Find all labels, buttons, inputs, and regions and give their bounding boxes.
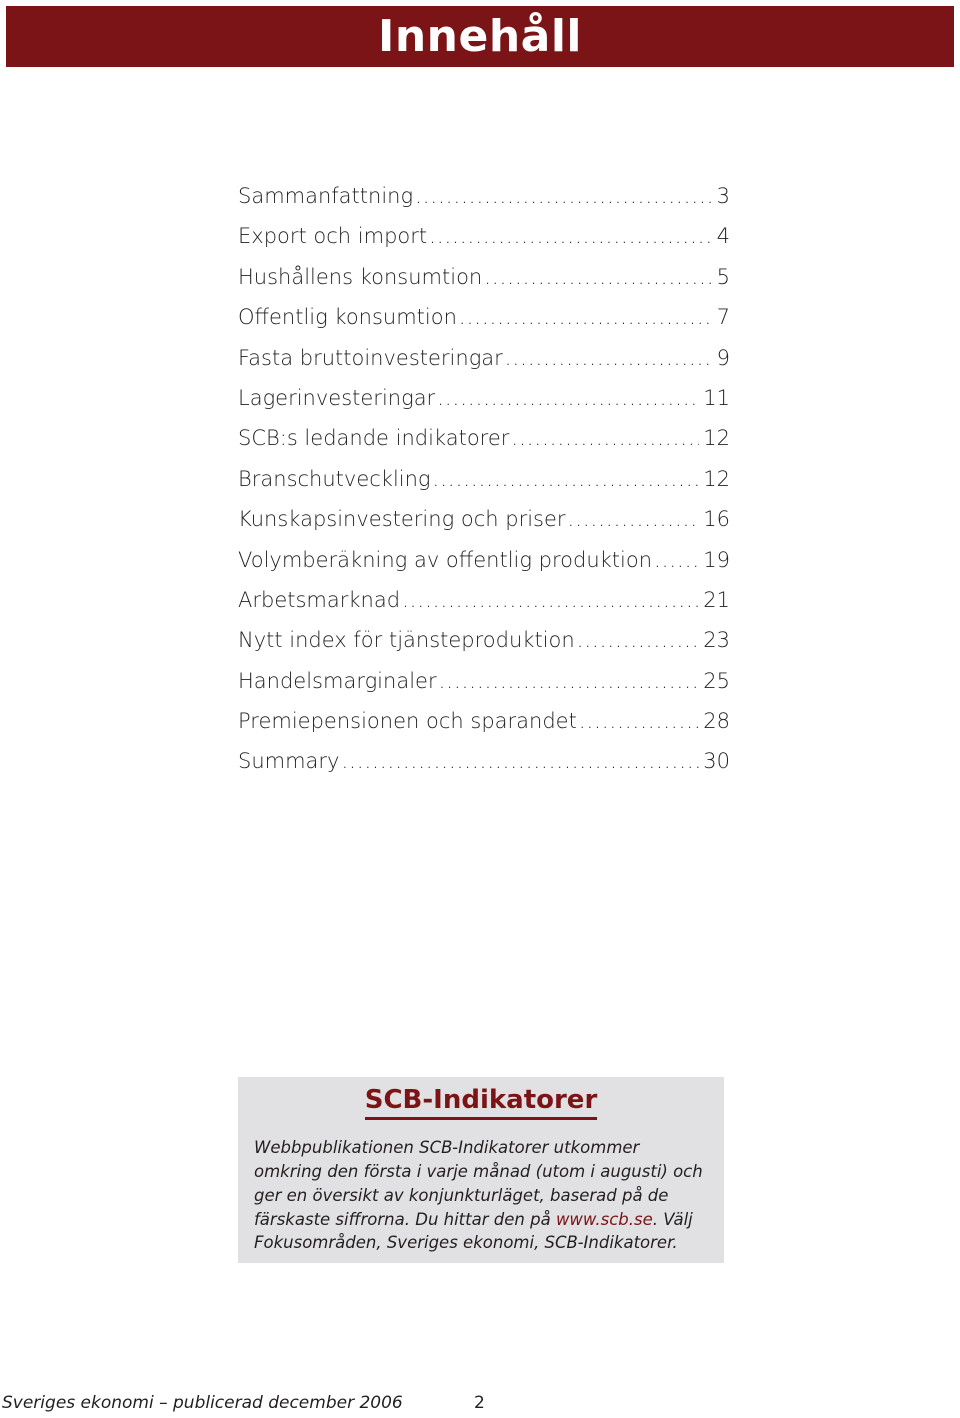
toc-entry-label: Offentlig konsumtion bbox=[238, 305, 457, 330]
toc-entry[interactable] bbox=[238, 628, 730, 668]
toc-dot-leader bbox=[402, 588, 699, 612]
toc-entry-label: Sammanfattning bbox=[238, 184, 414, 208]
toc-entry[interactable] bbox=[238, 669, 730, 709]
toc-entry-label: Nytt index för tjänsteproduktion bbox=[238, 628, 575, 653]
toc-entry-page: 9 bbox=[716, 345, 730, 370]
toc-dot-leader bbox=[429, 224, 712, 248]
infobox-text-intro: Webbpublikationen SCB-Indikatorer utkommer omkring den första i varje månad (utom i augusti) och ger en översikt av konjunkturläget, baserad på de färskaste siffrorna. Du hittar den på bbox=[254, 1138, 703, 1229]
infobox-text-outro: . Välj Fokusområden, Sveriges ekonomi, SCB-Indikatorer. bbox=[254, 1209, 693, 1253]
toc-dot-leader bbox=[484, 265, 712, 289]
toc-entry-label: Hushållens konsumtion bbox=[238, 264, 483, 289]
toc-dot-leader bbox=[415, 184, 713, 208]
toc-dot-leader bbox=[341, 749, 699, 773]
toc-entry-page: 12 bbox=[703, 426, 730, 451]
toc-entry-label: Fasta bruttoinvesteringar bbox=[238, 345, 503, 370]
toc-entry-page: 7 bbox=[716, 305, 730, 330]
toc-entry[interactable] bbox=[238, 467, 730, 507]
infobox-title: SCB-Indikatorer bbox=[365, 1085, 598, 1120]
toc-entry-label: Arbetsmarknad bbox=[238, 587, 401, 612]
toc-entry-page: 21 bbox=[703, 587, 730, 612]
page-footer bbox=[0, 1393, 960, 1417]
toc-entry[interactable] bbox=[238, 346, 730, 386]
toc-dot-leader bbox=[577, 628, 700, 652]
toc-entry[interactable] bbox=[238, 749, 730, 789]
infobox-text bbox=[254, 1136, 708, 1255]
toc-entry-label: Lagerinvesteringar bbox=[238, 385, 436, 410]
toc-entry-label: SCB:s ledande indikatorer bbox=[238, 426, 510, 451]
toc-dot-leader bbox=[579, 709, 699, 733]
toc-entry-label: Summary bbox=[238, 749, 340, 774]
toc-dot-leader bbox=[568, 507, 700, 531]
toc-entry-label: Branschutveckling bbox=[238, 466, 431, 491]
toc-entry-page: 5 bbox=[716, 264, 730, 289]
toc-entry[interactable] bbox=[238, 507, 730, 547]
toc-entry-page: 28 bbox=[703, 709, 730, 734]
toc-entry-label: Kunskapsinvestering och priser bbox=[238, 507, 566, 532]
toc-entry[interactable] bbox=[238, 548, 730, 588]
toc-entry-page: 30 bbox=[703, 749, 730, 774]
scb-indikatorer-infobox bbox=[238, 1077, 724, 1263]
toc-dot-leader bbox=[511, 426, 699, 450]
toc-entry-label: Premiepensionen och sparandet bbox=[238, 709, 577, 734]
toc-dot-leader bbox=[439, 669, 700, 693]
toc-dot-leader bbox=[459, 305, 713, 329]
footer-page-number: 2 bbox=[474, 1393, 485, 1413]
footer-publication-line: Sveriges ekonomi – publicerad december 2006 bbox=[2, 1393, 403, 1413]
toc-entry-page: 3 bbox=[716, 184, 730, 208]
toc-entry[interactable] bbox=[238, 386, 730, 426]
toc-entry[interactable] bbox=[238, 224, 730, 264]
toc-entry[interactable] bbox=[238, 305, 730, 345]
toc-entry-page: 25 bbox=[703, 668, 730, 693]
page-title: Innehåll bbox=[377, 10, 583, 62]
toc-entry-label: Handelsmarginaler bbox=[238, 668, 437, 693]
toc-entry[interactable] bbox=[238, 184, 730, 224]
toc-entry[interactable] bbox=[238, 709, 730, 749]
toc-entry-page: 16 bbox=[703, 507, 730, 532]
toc-entry-label: Volymberäkning av offentlig produktion bbox=[238, 547, 653, 572]
toc-dot-leader bbox=[433, 467, 700, 491]
toc-entry-page: 12 bbox=[703, 466, 730, 491]
toc-dot-leader bbox=[505, 346, 713, 370]
toc-entry-page: 23 bbox=[703, 628, 730, 653]
page-header-banner bbox=[6, 6, 954, 67]
toc-entry-page: 4 bbox=[716, 224, 730, 249]
toc-dot-leader bbox=[654, 548, 699, 572]
toc-entry[interactable] bbox=[238, 265, 730, 305]
toc-entry[interactable] bbox=[238, 426, 730, 466]
toc-entry[interactable] bbox=[238, 588, 730, 628]
toc-entry-label: Export och import bbox=[238, 224, 428, 249]
scb-website-link[interactable]: www.scb.se bbox=[555, 1209, 653, 1229]
table-of-contents bbox=[238, 184, 730, 790]
toc-entry-page: 11 bbox=[703, 385, 730, 410]
toc-entry-page: 19 bbox=[703, 547, 730, 572]
toc-dot-leader bbox=[437, 386, 699, 410]
